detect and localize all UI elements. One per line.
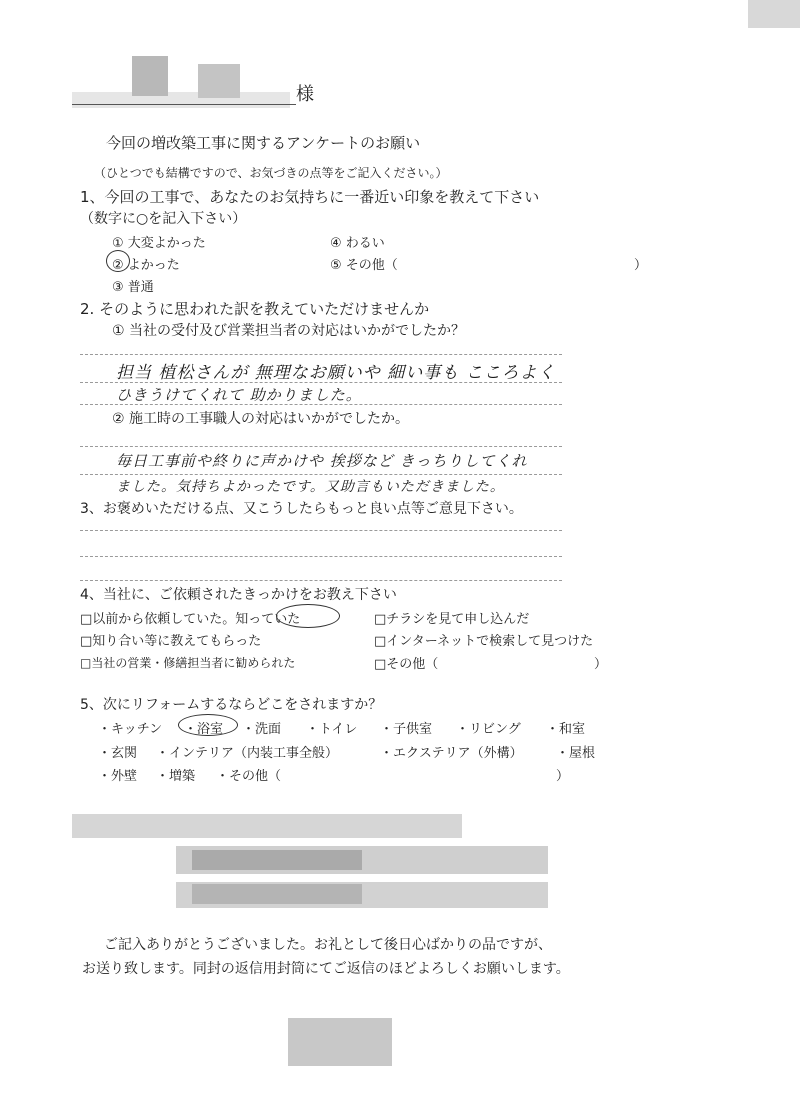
- redacted-respondent-5: [192, 884, 362, 904]
- redacted-stamp: [288, 1018, 392, 1066]
- survey-subtitle: （ひとつでも結構ですので、お気づきの点等をご記入ください。）: [94, 166, 448, 180]
- name-underline: [72, 104, 296, 105]
- q5-extension[interactable]: ・増築: [156, 769, 196, 784]
- q1-question: 1、今回の工事で、あなたのお気持ちに一番近い印象を教えて下さい: [80, 188, 540, 206]
- q2-answer1-line-b: [80, 382, 562, 383]
- q5-kids-room[interactable]: ・子供室: [380, 722, 433, 737]
- q4-option-previous[interactable]: □以前から依頼していた。知っていた: [80, 612, 301, 627]
- redacted-respondent-1: [72, 814, 462, 838]
- q2-answer1-line2: ひきうけてくれて 助かりました。: [116, 386, 362, 404]
- q2-question: 2. そのように思われた訳を教えていただけませんか: [80, 300, 430, 318]
- q2-answer1-line1: 担当 植松さんが 無理なお願いや 細い事も こころよく: [116, 363, 556, 383]
- q4-option-acquaintance[interactable]: □知り合い等に教えてもらった: [80, 634, 262, 649]
- q2-answer2-line2: ました。気持ちよかったです。又助言もいただきました。: [116, 479, 505, 495]
- q2-sub1: ① 当社の受付及び営業担当者の対応はいかがでしたか？: [112, 323, 465, 339]
- q2-answer2-line-a: [80, 446, 562, 447]
- q5-outer-wall[interactable]: ・外壁: [98, 769, 138, 784]
- q5-kitchen[interactable]: ・キッチン: [98, 722, 163, 737]
- q3-line-3: [80, 580, 562, 581]
- q4-option-internet[interactable]: □インターネットで検索して見つけた: [374, 634, 594, 649]
- q3-question: 3、お褒めいただける点、又こうしたらもっと良い点等ご意見下さい。: [80, 501, 523, 517]
- q5-entrance[interactable]: ・玄関: [98, 746, 138, 761]
- q5-living[interactable]: ・リビング: [456, 722, 521, 737]
- q5-bathroom[interactable]: ・浴室: [184, 722, 224, 737]
- redacted-name-block-2: [198, 64, 240, 98]
- q1-selected-circle: [106, 250, 130, 272]
- q1-option-5[interactable]: ⑤ その他（: [330, 258, 398, 273]
- q5-other-close: ）: [556, 769, 570, 784]
- q3-line-1: [80, 530, 562, 531]
- footer-line1: ご記入ありがとうございました。お礼として後日心ばかりの品ですが、: [104, 937, 552, 953]
- q1-option-4[interactable]: ④ わるい: [330, 236, 385, 251]
- q5-japanese-room[interactable]: ・和室: [546, 722, 586, 737]
- redacted-respondent-4: [192, 850, 362, 870]
- q1-option-2[interactable]: ② よかった: [112, 258, 180, 273]
- redacted-name-block-1: [132, 56, 168, 96]
- honorific: 様: [296, 84, 314, 105]
- q2-sub2: ② 施工時の工事職人の対応はいかがでしたか。: [112, 411, 409, 427]
- q5-toilet[interactable]: ・トイレ: [306, 722, 358, 737]
- q1-instruction: （数字に○を記入下さい）: [80, 211, 247, 227]
- q4-option-other[interactable]: □その他（: [374, 657, 439, 672]
- redacted-name: [72, 92, 290, 108]
- q4-question: 4、当社に、ご依頼されたきっかけをお教え下さい: [80, 587, 397, 603]
- q2-answer2-line1: 毎日工事前や終りに声かけや 挨拶など きっちりしてくれ: [116, 452, 528, 470]
- q5-circled-bathroom: [178, 714, 238, 736]
- q4-option-sales[interactable]: □当社の営業・修繕担当者に勧められた: [80, 656, 296, 670]
- q1-option-5-close: ）: [634, 258, 648, 273]
- redacted-corner: [748, 0, 800, 28]
- q5-roof[interactable]: ・屋根: [556, 746, 596, 761]
- q1-option-1[interactable]: ① 大変よかった: [112, 236, 206, 251]
- q2-answer2-line-b: [80, 474, 562, 475]
- q1-option-3[interactable]: ③ 普通: [112, 280, 154, 295]
- q4-option-other-close: ）: [594, 657, 608, 672]
- q4-checked-circle: [276, 604, 340, 628]
- footer-line2: お送り致します。同封の返信用封筒にてご返信のほどよろしくお願いします。: [82, 961, 570, 977]
- survey-title: 今回の増改築工事に関するアンケートのお願い: [106, 134, 421, 152]
- q2-answer1-line-a: [80, 354, 562, 355]
- q4-option-flyer[interactable]: □チラシを見て申し込んだ: [374, 612, 530, 627]
- q5-other[interactable]: ・その他（: [216, 769, 282, 784]
- q5-question: 5、次にリフォームするならどこをされますか？: [80, 697, 383, 713]
- q5-exterior[interactable]: ・エクステリア（外構）: [380, 746, 523, 761]
- q3-line-2: [80, 556, 562, 557]
- q2-answer1-line-c: [80, 404, 562, 405]
- q5-interior[interactable]: ・インテリア（内装工事全般）: [156, 746, 339, 761]
- q5-washroom[interactable]: ・洗面: [242, 722, 282, 737]
